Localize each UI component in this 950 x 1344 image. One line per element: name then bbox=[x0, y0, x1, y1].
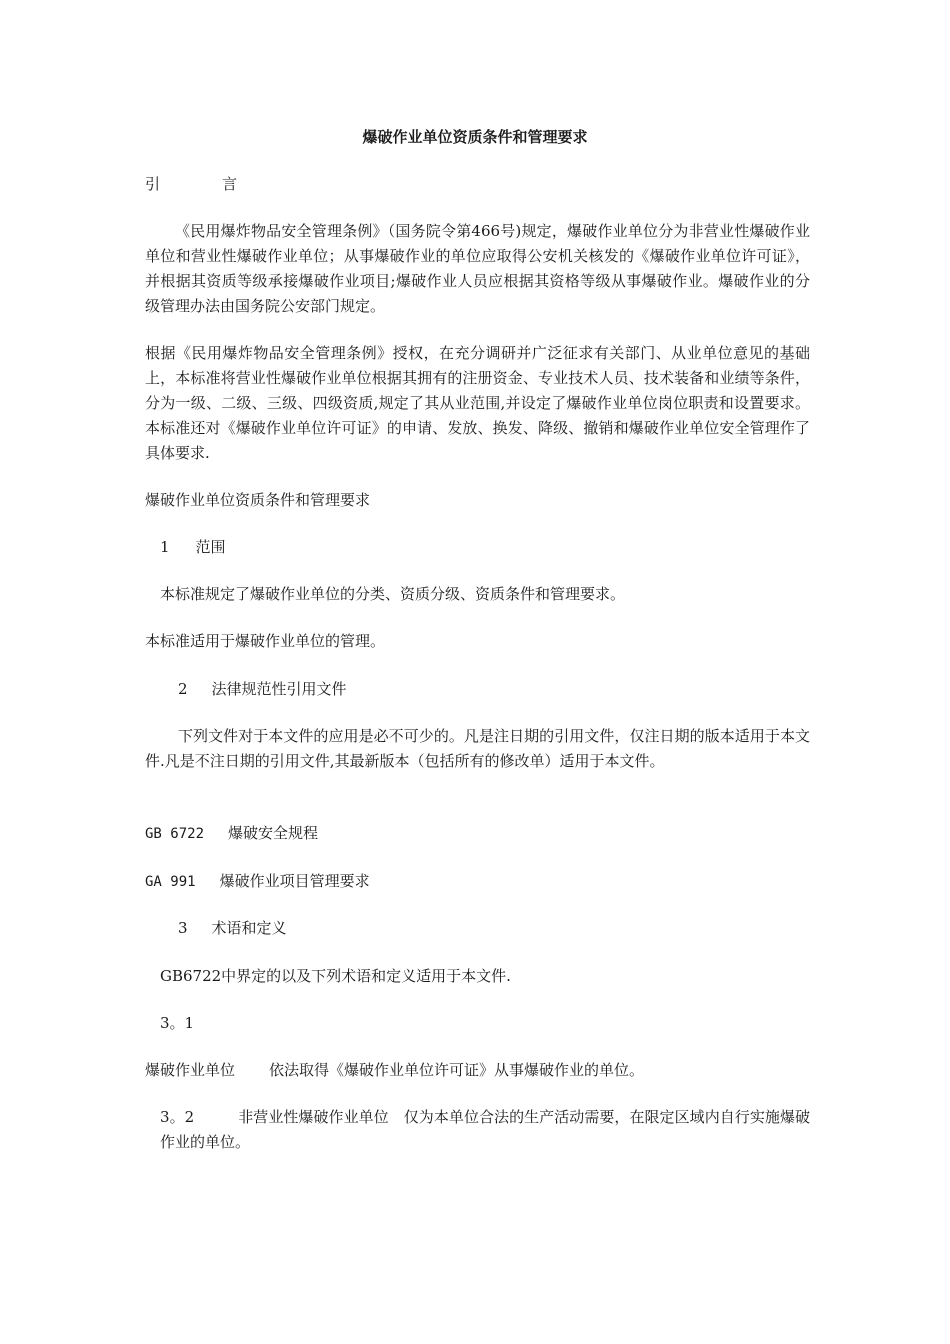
reference-2-code: GA 991 bbox=[145, 874, 196, 890]
section-3-number: 3 bbox=[178, 919, 188, 937]
section-1-paragraph-2: 本标准适用于爆破作业单位的管理。 bbox=[145, 632, 386, 650]
section-2-heading bbox=[178, 677, 843, 702]
reference-2-name: 爆破作业项目管理要求 bbox=[219, 872, 370, 890]
section-1-paragraph-1: 本标准规定了爆破作业单位的分类、资质分级、资质条件和管理要求。 bbox=[160, 585, 626, 603]
reference-1-code: GB 6722 bbox=[145, 826, 205, 842]
section-2-title: 法律规范性引用文件 bbox=[211, 680, 347, 698]
intro-heading-right: 言 bbox=[222, 175, 238, 193]
section-3-2-definition bbox=[145, 1105, 810, 1155]
intro-heading bbox=[145, 172, 810, 197]
section-2-number: 2 bbox=[178, 680, 188, 698]
document-title: 爆破作业单位资质条件和管理要求 bbox=[362, 128, 588, 146]
section-3-paragraph: GB6722中界定的以及下列术语和定义适用于本文件. bbox=[160, 967, 511, 985]
section-3-heading bbox=[178, 916, 843, 941]
intro-heading-left: 引 bbox=[145, 175, 161, 193]
intro-paragraph-2: 根据《民用爆炸物品安全管理条例》授权，在充分调研并广泛征求有关部门、从业单位意见的基础上，本标准将营业性爆破作业单位根据其拥有的注册资金、专业技术人员、技术装备和业绩等条件，分为一级、二级、三级、四级资质,规定了其从业范围,并设定了爆破作业单位岗位职责和设置要求。本标准还对《爆破作业单位许可证》的申请、发放、换发、降级、撤销和爆破作业单位安全管理作了具体要求. bbox=[145, 344, 810, 462]
section-1-heading bbox=[160, 535, 825, 560]
section-1-number: 1 bbox=[160, 538, 170, 556]
section-3-1-number: 3。1 bbox=[160, 1014, 195, 1032]
section-1-title: 范围 bbox=[195, 538, 226, 556]
section-subtitle: 爆破作业单位资质条件和管理要求 bbox=[145, 491, 371, 509]
section-3-1-definition bbox=[145, 1058, 810, 1083]
section-3-1-text: 依法取得《爆破作业单位许可证》从事爆破作业的单位。 bbox=[269, 1061, 645, 1079]
section-3-2-number: 3。2 bbox=[160, 1108, 195, 1126]
section-2-paragraph: 下列文件对于本文件的应用是必不可少的。凡是注日期的引用文件，仅注日期的版本适用于本文件.凡是不注日期的引用文件,其最新版本（包括所有的修改单）适用于本文件。 bbox=[145, 727, 810, 770]
reference-2 bbox=[145, 869, 810, 895]
reference-1-name: 爆破安全规程 bbox=[228, 824, 319, 842]
section-3-title: 术语和定义 bbox=[211, 919, 287, 937]
intro-paragraph-1: 《民用爆炸物品安全管理条例》（国务院令第466号)规定，爆破作业单位分为非营业性爆破作业单位和营业性爆破作业单位；从事爆破作业的单位应取得公安机关核发的《爆破作业单位许可证》，并根据其资质等级承接爆破作业项目;爆破作业人员应根据其资格等级从事爆破作业。爆破作业的分级管理办法由国务院公安部门规定。 bbox=[145, 222, 810, 315]
section-3-1-term: 爆破作业单位 bbox=[145, 1061, 236, 1079]
reference-1 bbox=[145, 821, 810, 847]
section-3-2-text: 非营业性爆破作业单位 仅为本单位合法的生产活动需要，在限定区域内自行实施爆破作业的单位。 bbox=[160, 1108, 810, 1151]
